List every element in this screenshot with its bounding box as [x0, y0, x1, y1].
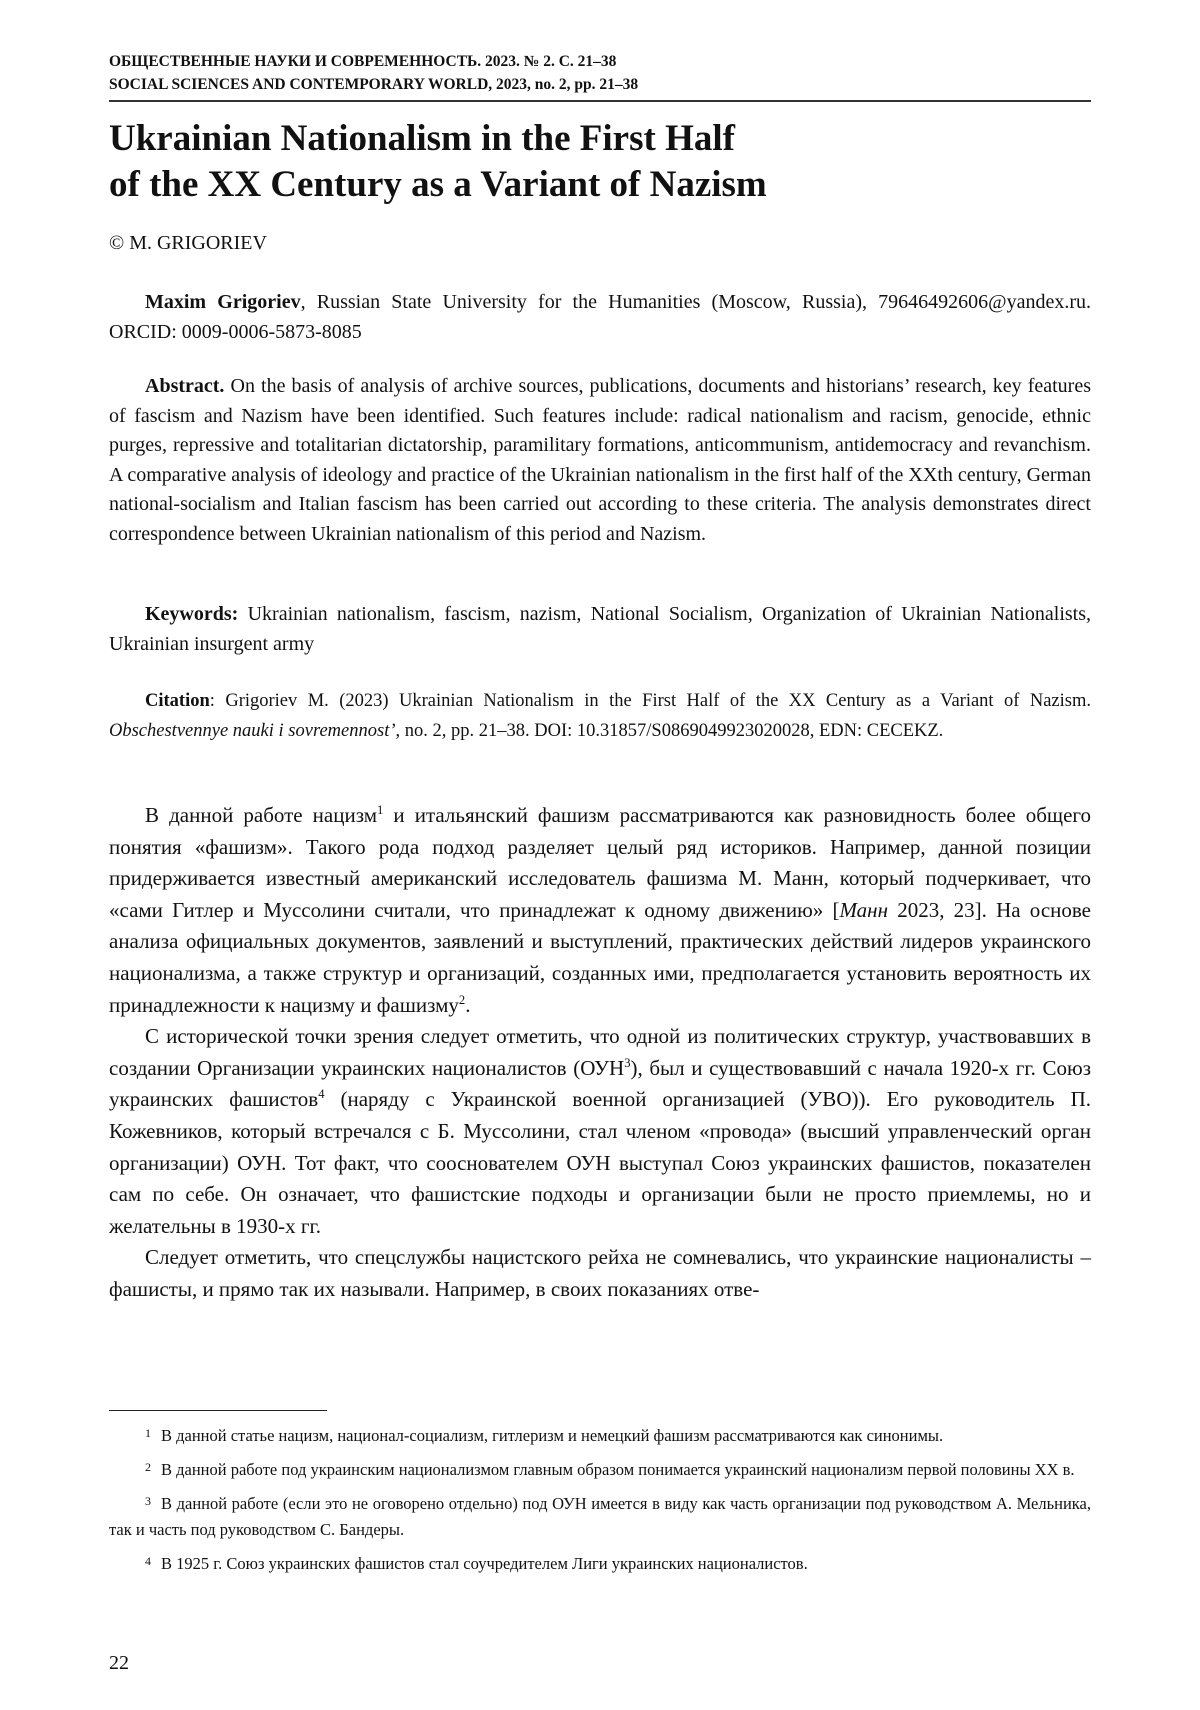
footnote-number: 2	[145, 1460, 151, 1474]
body-text	[109, 800, 1091, 1306]
keywords	[109, 600, 1091, 659]
article-title	[109, 116, 1091, 208]
reference-author: Манн	[839, 897, 888, 922]
author-affiliation: , Russian State University for the Humanities (Moscow, Russia), 79646492606@yandex.ru. ORCID: 0009-0006-5873-8085	[109, 291, 1091, 343]
header-en: SOCIAL SCIENCES AND CONTEMPORARY WORLD, 2023, no. 2, pp. 21–38	[109, 76, 639, 93]
text: В данной работе нацизм	[145, 803, 378, 827]
text: .	[465, 992, 471, 1017]
page-number: 22	[109, 1652, 129, 1674]
footnote-number: 3	[145, 1494, 151, 1508]
text: (наряду с Украинской военной организацией (УВО)). Его руководитель П. Кожевников, который встречался с Б. Муссолини, стал членом «провода» (высший управленческий орган организации) ОУН. Тот факт, что сооснователем ОУН выступал Союз украинских фашистов, показателен сам по себе. Он означает, что фашистские подходы и организации были не просто приемлемы, но и желательны в 1930-х гг.	[109, 1087, 1091, 1238]
footnotes	[109, 1420, 1091, 1582]
paragraph-3: Следует отметить, что спецслужбы нацистского рейха не сомневались, что украинские националисты – фашисты, и прямо так их называли. Например, в своих показаниях отве-	[109, 1245, 1091, 1301]
text: 2023, 23]. На основе анализа официальных документов, заявлений и выступлений, практических действий лидеров украинского национализма, а также структур и организаций, созданных ими, предполагается установить вероятность их принадлежности к нацизму и фашизму	[109, 897, 1091, 1017]
title-line-1: Ukrainian Nationalism in the First Half	[109, 118, 735, 159]
abstract	[109, 372, 1091, 549]
keywords-label: Keywords:	[145, 603, 239, 625]
header-ru: ОБЩЕСТВЕННЫЕ НАУКИ И СОВРЕМЕННОСТЬ. 2023. № 2. С. 21–38	[109, 53, 617, 70]
footnote	[109, 1488, 1091, 1543]
text: и итальянский фашизм рассматриваются как разновидность более общего понятия «фашизм». Такого рода подход разделяет целый ряд историков. Например, данной позиции придерживается известный американский исследователь фашизма М. Манн, который подчеркивает, что «сами Гитлер и Муссолини считали, что принадлежат к одному движению» [	[109, 803, 1091, 922]
footnote-ref[interactable]: 2	[458, 992, 466, 1007]
paragraph-2	[109, 1021, 1091, 1242]
citation-journal: Obschestvennye nauki i sovremennost’	[109, 721, 396, 741]
text: С исторической точки зрения следует отметить, что одной из политических структур, участвовавших в создании Организации украинских националистов (ОУН	[109, 1024, 1091, 1080]
abstract-label: Abstract.	[145, 375, 225, 397]
author-info	[109, 288, 1091, 347]
footnote-ref[interactable]: 3	[624, 1055, 631, 1070]
footnote-text: В данной работе под украинским национализмом главным образом понимается украинский национализм первой половины XX в.	[161, 1460, 1075, 1479]
title-line-2: of the XX Century as a Variant of Nazism	[109, 164, 767, 205]
footnote	[109, 1420, 1091, 1449]
header-rule	[109, 100, 1091, 102]
footnote-number: 4	[145, 1554, 151, 1568]
abstract-text: On the basis of analysis of archive sources, publications, documents and historians’ research, key features of fascism and Nazism have been identified. Such features include: radical nationalism and racism, genocide, ethnic purges, repressive and totalitarian dictatorship, paramilitary formations, anticommunism, antidemocracy and revanchism. A comparative analysis of ideology and practice of the Ukrainian nationalism in the first half of the XXth century, German national-socialism and Italian fascism has been carried out according to these criteria. The analysis demonstrates direct correspondence between Ukrainian nationalism of this period and Nazism.	[109, 375, 1091, 545]
keywords-text: Ukrainian nationalism, fascism, nazism, National Socialism, Organization of Ukrainian Nationalists, Ukrainian insurgent army	[109, 603, 1091, 655]
footnote-text: В данной работе (если это не оговорено отдельно) под ОУН имеется в виду как часть организации под руководством А. Мельника, так и часть под руководством С. Бандеры.	[109, 1494, 1091, 1539]
footnote	[109, 1548, 1091, 1577]
paragraph-1	[109, 800, 1091, 1021]
citation	[109, 686, 1091, 746]
footnote-rule	[109, 1410, 327, 1411]
citation-text: : Grigoriev M. (2023) Ukrainian Nationalism in the First Half of the XX Century as a Variant of Nazism.	[209, 691, 1091, 711]
footnote-ref[interactable]: 4	[318, 1087, 325, 1102]
citation-label: Citation	[145, 691, 210, 711]
citation-doi: , no. 2, pp. 21–38. DOI: 10.31857/S086904992302002​8, EDN: CECEKZ.	[395, 721, 944, 741]
footnote-number: 1	[145, 1426, 151, 1440]
copyright-author: © M. GRIGORIEV	[109, 232, 267, 254]
author-name: Maxim Grigoriev	[145, 291, 301, 313]
text: ), был и существовавший с начала 1920-х гг. Союз украинских фашистов	[109, 1055, 1091, 1112]
footnote	[109, 1454, 1091, 1483]
footnote-text: В 1925 г. Союз украинских фашистов стал соучредителем Лиги украинских националистов.	[161, 1554, 808, 1573]
footnote-text: В данной статье нацизм, национал-социализм, гитлеризм и немецкий фашизм рассматриваются как синонимы.	[161, 1426, 944, 1445]
running-header	[109, 50, 1091, 96]
footnote-ref[interactable]: 1	[377, 803, 384, 817]
